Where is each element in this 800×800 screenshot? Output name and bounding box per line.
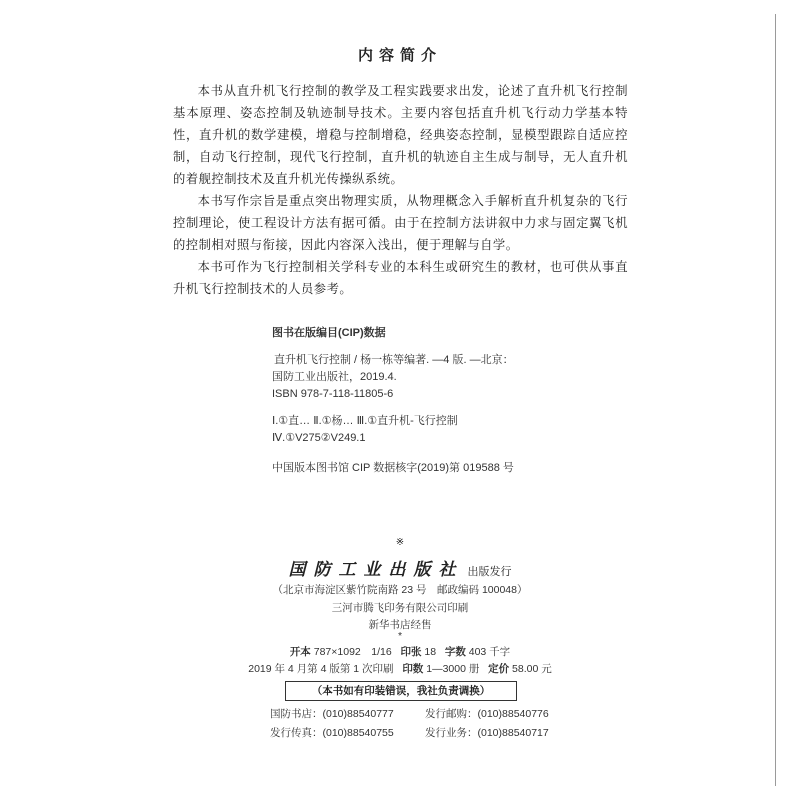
contact-business: 发行业务：(010)88540717	[425, 727, 549, 739]
print-run-value: 1—3000 册	[426, 663, 480, 675]
distributor-line: 新华书店经售	[368, 619, 432, 631]
cip-record-number: 中国版本图书馆 CIP 数据核字(2019)第 019588 号	[272, 462, 514, 474]
contact-row	[270, 725, 570, 744]
intro-abstract	[173, 80, 628, 300]
contact-fax: 发行传真：(010)88540755	[270, 727, 394, 739]
bullet-mark: *	[397, 630, 403, 642]
price-value: 58.00 元	[512, 663, 552, 675]
publisher-line	[0, 555, 800, 580]
contact-bookstore: 国防书店：(010)88540777	[270, 708, 394, 720]
separator-mark: ※	[395, 537, 405, 548]
sheets-value: 18	[424, 646, 437, 658]
words-value: 403 千字	[468, 646, 511, 658]
cip-heading: 图书在版编目(CIP)数据	[272, 327, 386, 339]
words-label: 字数	[444, 646, 466, 658]
contact-row	[270, 706, 570, 725]
cip-record-line: 直升机飞行控制 / 杨一栋等编著. —4 版. —北京：	[274, 354, 514, 366]
printer-line: 三河市腾飞印务有限公司印刷	[331, 602, 469, 614]
edition-line	[0, 661, 800, 676]
cip-data-block	[272, 324, 592, 475]
publisher-logo: 国防工业出版社	[288, 560, 464, 580]
format-value: 787×1092 1/16	[313, 646, 392, 658]
price-label: 定价	[488, 663, 510, 675]
contact-info	[270, 706, 570, 744]
abstract-paragraph: 本书写作宗旨是重点突出物理实质，从物理概念入手解析直升机复杂的飞行控制理论，使工程设计方法有据可循。由于在控制方法讲叙中力求与固定翼飞机的控制相对照与衔接，因此内容深入浅出，便于理解与自学。	[173, 194, 628, 252]
edition-text: 2019 年 4 月第 4 版第 1 次印刷	[248, 663, 394, 675]
intro-title: 内容简介	[357, 46, 442, 64]
abstract-paragraph: 本书可作为飞行控制相关学科专业的本科生或研究生的教材，也可供从事直升机飞行控制技术的人员参考。	[173, 260, 628, 296]
cip-classification: Ⅰ.①直… Ⅱ.①杨… Ⅲ.①直升机-飞行控制	[272, 415, 458, 427]
print-run-label: 印数	[402, 663, 424, 675]
cip-isbn: ISBN 978-7-118-11805-6	[272, 388, 394, 400]
cip-record-line: 国防工业出版社，2019.4.	[272, 371, 397, 383]
publisher-address: （北京市海淀区紫竹院南路 23 号 邮政编码 100048）	[272, 584, 528, 596]
sheets-label: 印张	[400, 646, 422, 658]
publisher-suffix: 出版发行	[467, 566, 512, 578]
abstract-paragraph: 本书从直升机飞行控制的教学及工程实践要求出发，论述了直升机飞行控制基本原理、姿态控制及轨迹制导技术。主要内容包括直升机飞行动力学基本特性，直升机的数学建模，增稳与控制增稳，经典姿态控制，显模型跟踪自适应控制，自动飞行控制，现代飞行控制，直升机的轨迹自主生成与制导，无人直升机的着舰控制技术及直升机光传操纵系统。	[173, 84, 628, 186]
cip-classification: Ⅳ.①V275②V249.1	[272, 432, 366, 444]
book-specs	[0, 644, 800, 659]
replacement-notice: （本书如有印装错误，我社负责调换）	[285, 681, 517, 701]
contact-mail-order: 发行邮购：(010)88540776	[425, 708, 549, 720]
format-label: 开本	[289, 646, 311, 658]
